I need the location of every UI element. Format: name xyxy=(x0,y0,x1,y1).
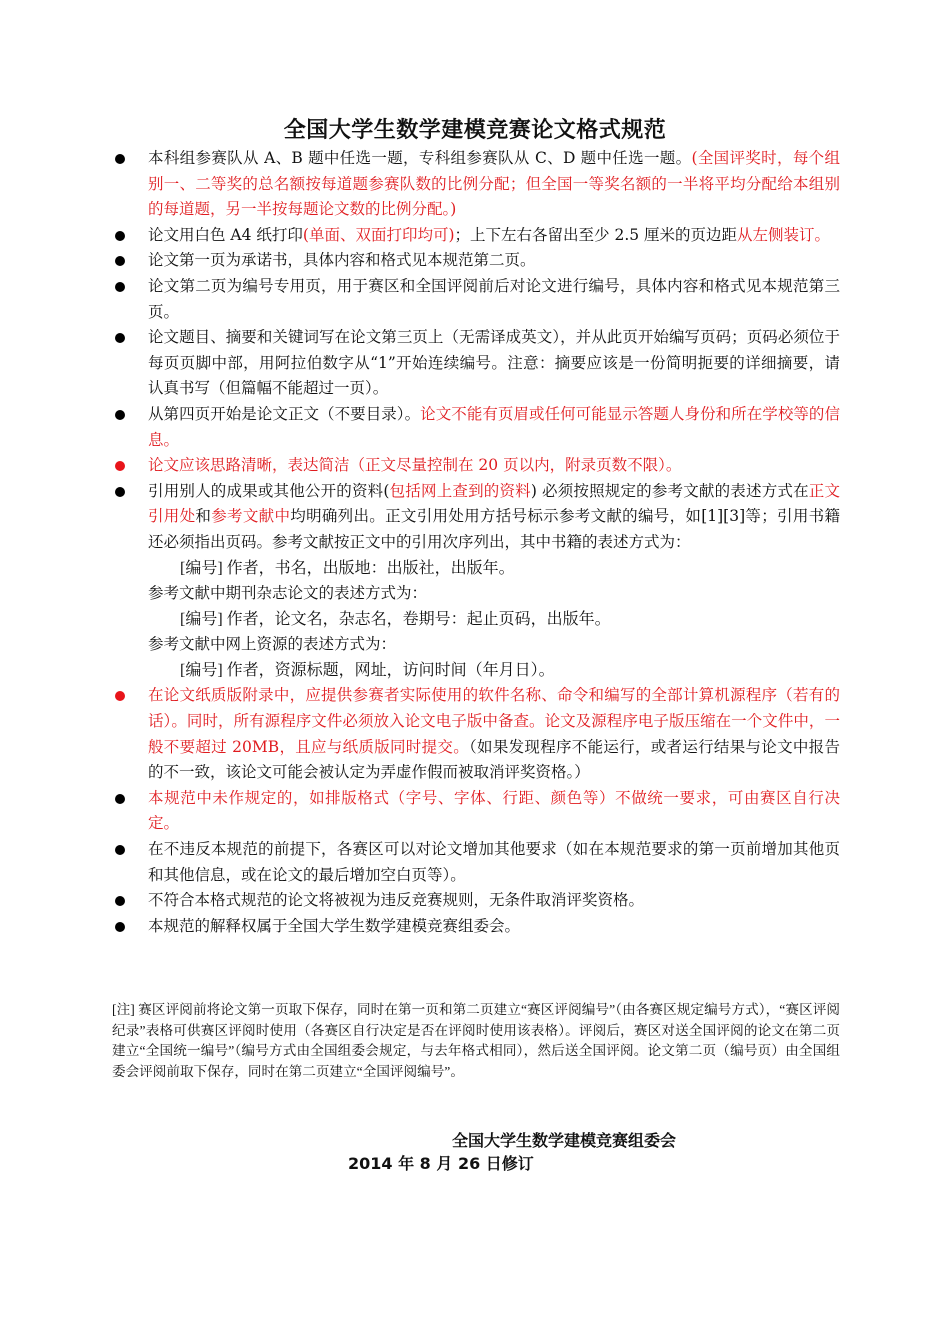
list-item: 论文应该思路清晰，表达简洁（正文尽量控制在 20 页以内，附录页数不限）。 xyxy=(112,453,840,479)
bullet-icon xyxy=(115,410,125,420)
signature-date: 2014 年 8 月 26 日修订 xyxy=(348,1154,534,1173)
bullet-icon xyxy=(115,691,125,701)
bullet-icon xyxy=(115,333,125,343)
bullet-icon xyxy=(115,794,125,804)
bullet-icon xyxy=(115,231,125,241)
bullet-icon xyxy=(115,256,125,266)
signature-org: 全国大学生数学建模竞赛组委会 xyxy=(452,1131,677,1150)
rules-list xyxy=(112,146,840,939)
reference-format-book: [编号] 作者，书名，出版地：出版社，出版年。 xyxy=(180,559,515,577)
footnote: [注] 赛区评阅前将论文第一页取下保存，同时在第一页和第二页建立“赛区评阅编号”（由各赛区规定编号方式），“赛区评阅纪录”表格可供赛区评阅时使用（各赛区自行决定是否在评阅时使用该表格）。评阅后，赛区对送全国评阅的论文在第二页建立“全国统一编号”（编号方式由全国组委会规定，与去年格式相同），然后送全国评阅。论文第二页（编号页）由全国组委会评阅前取下保存，同时在第二页建立“全国评阅编号”。 xyxy=(112,1002,840,1079)
list-item: 不符合本格式规范的论文将被视为违反竞赛规则，无条件取消评奖资格。 xyxy=(112,888,840,914)
list-item: 论文第二页为编号专用页，用于赛区和全国评阅前后对论文进行编号，具体内容和格式见本规范第三页。 xyxy=(112,274,840,325)
bullet-icon xyxy=(115,282,125,292)
list-item: 本科组参赛队从 A、B 题中任选一题，专科组参赛队从 C、D 题中任选一题。(全国评奖时，每个组别一、二等奖的总名额按每道题参赛队数的比例分配；但全国一等奖名额的一半将平均分配给本组别的每道题，另一半按每题论文数的比例分配。) xyxy=(112,146,840,223)
list-item: 在不违反本规范的前提下，各赛区可以对论文增加其他要求（如在本规范要求的第一页前增加其他页和其他信息，或在论文的最后增加空白页等）。 xyxy=(112,837,840,888)
bullet-icon xyxy=(115,896,125,906)
reference-format-journal: [编号] 作者，论文名，杂志名，卷期号：起止页码，出版年。 xyxy=(180,610,611,628)
list-item: 论文第一页为承诺书，具体内容和格式见本规范第二页。 xyxy=(112,248,840,274)
reference-journal-intro: 参考文献中期刊杂志论文的表述方式为： xyxy=(148,584,428,603)
reference-format-web: [编号] 作者，资源标题，网址，访问时间（年月日）。 xyxy=(180,661,555,679)
bullet-icon xyxy=(115,845,125,855)
page-title: 全国大学生数学建模竞赛论文格式规范 xyxy=(283,118,667,143)
bullet-icon xyxy=(115,922,125,932)
list-item: 从第四页开始是论文正文（不要目录）。论文不能有页眉或任何可能显示答题人身份和所在学校等的信息。 xyxy=(112,402,840,453)
bullet-icon xyxy=(115,154,125,164)
bullet-icon xyxy=(115,461,125,471)
list-item: 本规范的解释权属于全国大学生数学建模竞赛组委会。 xyxy=(112,914,840,940)
reference-web-intro: 参考文献中网上资源的表述方式为： xyxy=(148,635,397,654)
list-item: 本规范中未作规定的，如排版格式（字号、字体、行距、颜色等）不做统一要求，可由赛区自行决定。 xyxy=(112,786,840,837)
bullet-icon xyxy=(115,487,125,497)
list-item: 在论文纸质版附录中，应提供参赛者实际使用的软件名称、命令和编写的全部计算机源程序（若有的话）。同时，所有源程序文件必须放入论文电子版中备查。论文及源程序电子版压缩在一个文件中，一般不要超过 20MB，且应与纸质版同时提交。（如果发现程序不能运行，或者运行结果与论文中报告的不一致，该论文可能会被认定为弄虚作假而被取消评奖资格。） xyxy=(112,683,840,785)
list-item: 论文用白色 A4 纸打印(单面、双面打印均可)；上下左右各留出至少 2.5 厘米的页边距从左侧装订。 xyxy=(112,223,840,249)
list-item: 论文题目、摘要和关键词写在论文第三页上（无需译成英文），并从此页开始编写页码；页码必须位于每页页脚中部，用阿拉伯数字从“1”开始连续编号。注意：摘要应该是一份简明扼要的详细摘要，请认真书写（但篇幅不能超过一页）。 xyxy=(112,325,840,402)
list-item: 引用别人的成果或其他公开的资料(包括网上查到的资料) 必须按照规定的参考文献的表述方式在正文引用处和参考文献中均明确列出。正文引用处用方括号标示参考文献的编号，如[1][3]等；引用书籍还必须指出页码。参考文献按正文中的引用次序列出，其中书籍的表述方式为： [编号] 作者，书名，出版地：出版社，出版年。 参考文献中期刊杂志论文的表述方式为： [编号] 作者，论文名，杂志名，卷期号：起止页码，出版年。 参考文献中网上资源的表述方式为： [编号] 作者，资源标题，网址，访问时间（年月日）。 xyxy=(112,479,840,684)
